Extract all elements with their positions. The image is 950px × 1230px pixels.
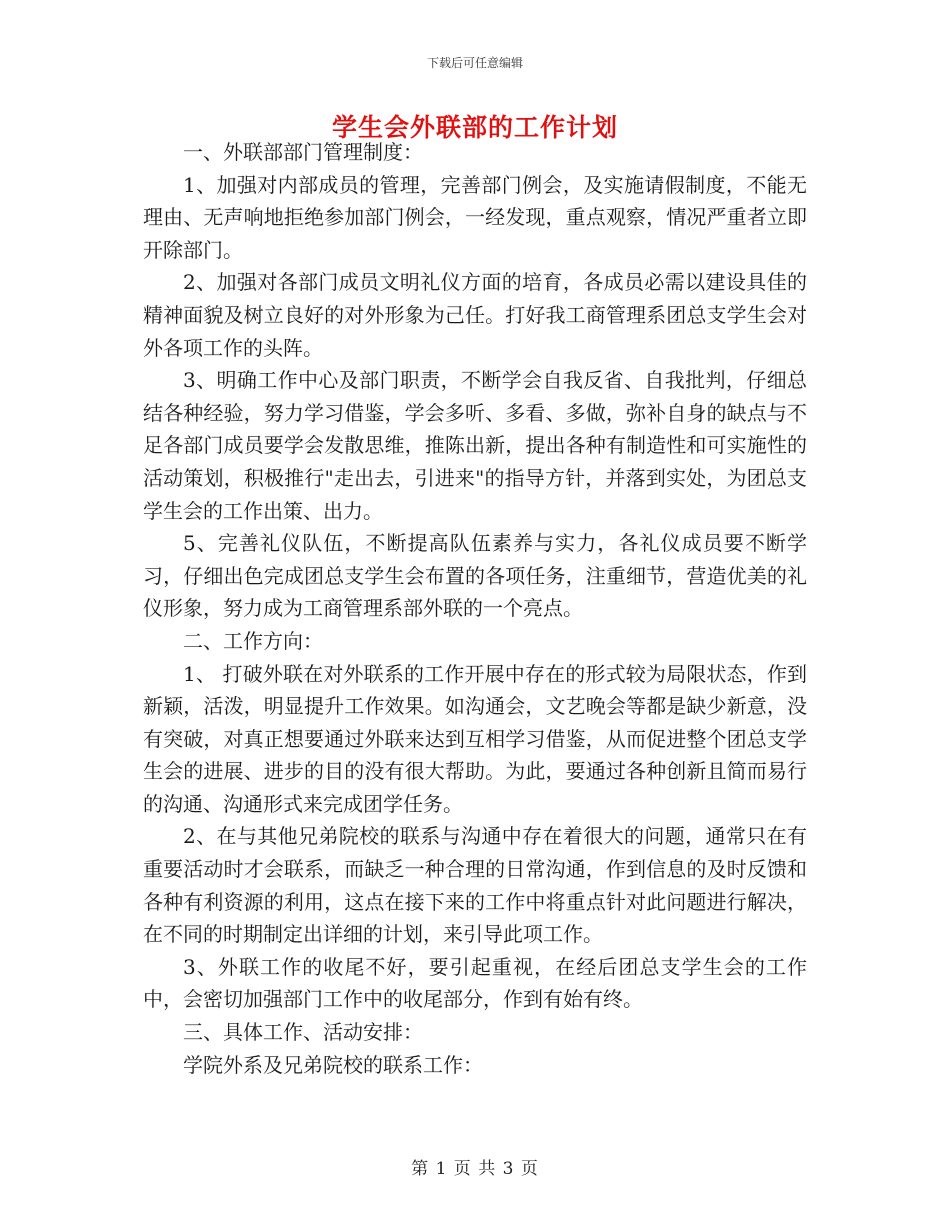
- section-heading: 二、工作方向：: [183, 628, 323, 653]
- paragraph: 1、加强对内部成员的管理，完善部门例会，及实施请假制度，不能无理由、无声响地拒绝参加部门例会，一经发现，重点观察，情况严重者立即开除部门。: [143, 172, 807, 262]
- paragraph: 1、 打破外联在对外联系的工作开展中存在的形式较为局限状态，作到新颖，活泼，明显提升工作效果。如沟通会，文艺晚会等都是缺少新意，没有突破，对真正想要通过外联来达到互相学习借鉴，从而促进整个团总支学生会的进展、进步的目的没有很大帮助。为此，要通过各种创新且简而易行的沟通、沟通形式来完成团学任务。: [143, 661, 807, 816]
- paragraph: 学院外系及兄弟院校的联系工作：: [183, 1052, 483, 1077]
- paragraph: 5、完善礼仪队伍，不断提高队伍素养与实力，各礼仪成员要不断学习，仔细出色完成团总支学生会布置的各项任务，注重细节，营造优美的礼仪形象，努力成为工商管理系部外联的一个亮点。: [143, 531, 807, 621]
- section-heading: 一、外联部部门管理制度：: [183, 140, 423, 164]
- paragraph: 2、在与其他兄弟院校的联系与沟通中存在着很大的问题，通常只在有重要活动时才会联系，而缺乏一种合理的日常沟通，作到信息的及时反馈和各种有利资源的利用，这点在接下来的工作中将重点针对此问题进行解决，在不同的时期制定出详细的计划，来引导此项工作。: [143, 824, 807, 947]
- document-body: [143, 136, 807, 1081]
- page-number-footer: 第 1 页 共 3 页: [411, 1159, 539, 1179]
- paragraph: 3、明确工作中心及部门职责，不断学会自我反省、自我批判，仔细总结各种经验，努力学习借鉴，学会多听、多看、多做，弥补自身的缺点与不足各部门成员要学会发散思维，推陈出新，提出各种有制造性和可实施性的活动策划，积极推行"走出去，引进来"的指导方针，并落到实处，为团总支学生会的工作出策、出力。: [143, 368, 807, 523]
- header-note: 下载后可任意编辑: [426, 56, 523, 70]
- document-title: 学生会外联部的工作计划: [331, 113, 618, 142]
- section-heading: 三、具体工作、活动安排：: [183, 1020, 423, 1045]
- paragraph: 2、加强对各部门成员文明礼仪方面的培育，各成员必需以建设具佳的精神面貌及树立良好的对外形象为己任。打好我工商管理系团总支学生会对外各项工作的头阵。: [143, 270, 807, 360]
- paragraph: 3、外联工作的收尾不好，要引起重视，在经后团总支学生会的工作中，会密切加强部门工作中的收尾部分，作到有始有终。: [143, 954, 807, 1012]
